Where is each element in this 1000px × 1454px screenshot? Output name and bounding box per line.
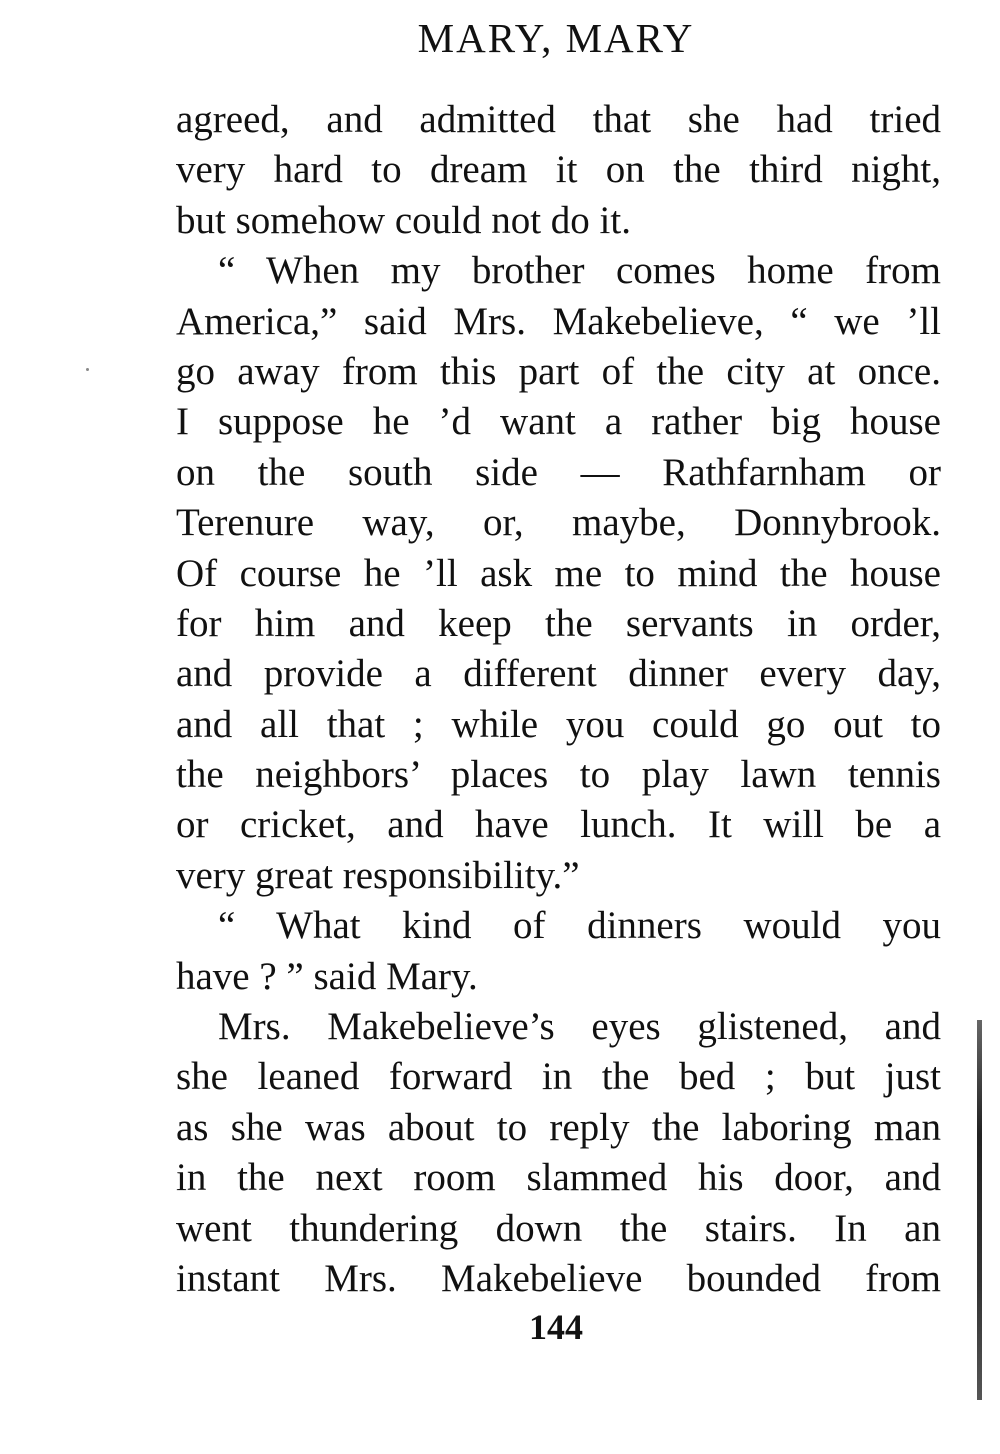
text-line: as she was about to reply the laboring man — [176, 1105, 941, 1149]
text-line: in the next room slammed his door, and — [176, 1156, 941, 1200]
text-line: agreed, and admitted that she had tried — [176, 98, 941, 141]
text-line: Of course he ’ll ask me to mind the house — [176, 551, 941, 595]
text-line: “ When my brother comes home from — [218, 249, 941, 293]
text-line: or cricket, and have lunch. It will be a — [176, 803, 941, 847]
text-line: have ? ” said Mary. — [176, 954, 478, 998]
text-line: went thundering down the stairs. In an — [176, 1206, 941, 1250]
text-line: for him and keep the servants in order, — [176, 601, 941, 645]
text-line: very great responsibility.” — [176, 853, 580, 897]
page-edge-shadow — [977, 1020, 982, 1400]
text-line: go away from this part of the city at once. — [176, 349, 941, 393]
text-line: I suppose he ’d want a rather big house — [176, 400, 941, 444]
text-line: on the south side — Rathfarnham or — [176, 450, 941, 494]
text-line: America,” said Mrs. Makebelieve, “ we ’ll — [176, 299, 941, 343]
text-line: she leaned forward in the bed ; but just — [176, 1055, 941, 1099]
text-line: instant Mrs. Makebelieve bounded from — [176, 1256, 941, 1300]
running-head: MARY, MARY — [417, 15, 695, 61]
body-text — [176, 95, 941, 1304]
text-line: very hard to dream it on the third night, — [176, 148, 941, 192]
text-line: “ What kind of dinners would you — [218, 904, 941, 948]
text-line: Mrs. Makebelieve’s eyes glistened, and — [218, 1005, 941, 1049]
page-number: 144 — [529, 1307, 583, 1347]
text-line: the neighbors’ places to play lawn tennis — [176, 753, 941, 797]
margin-speck — [86, 368, 89, 371]
text-line: Terenure way, or, maybe, Donnybrook. — [176, 501, 941, 545]
text-line: and provide a different dinner every day, — [176, 652, 941, 696]
text-line: but somehow could not do it. — [176, 198, 631, 242]
text-line: and all that ; while you could go out to — [176, 702, 941, 746]
